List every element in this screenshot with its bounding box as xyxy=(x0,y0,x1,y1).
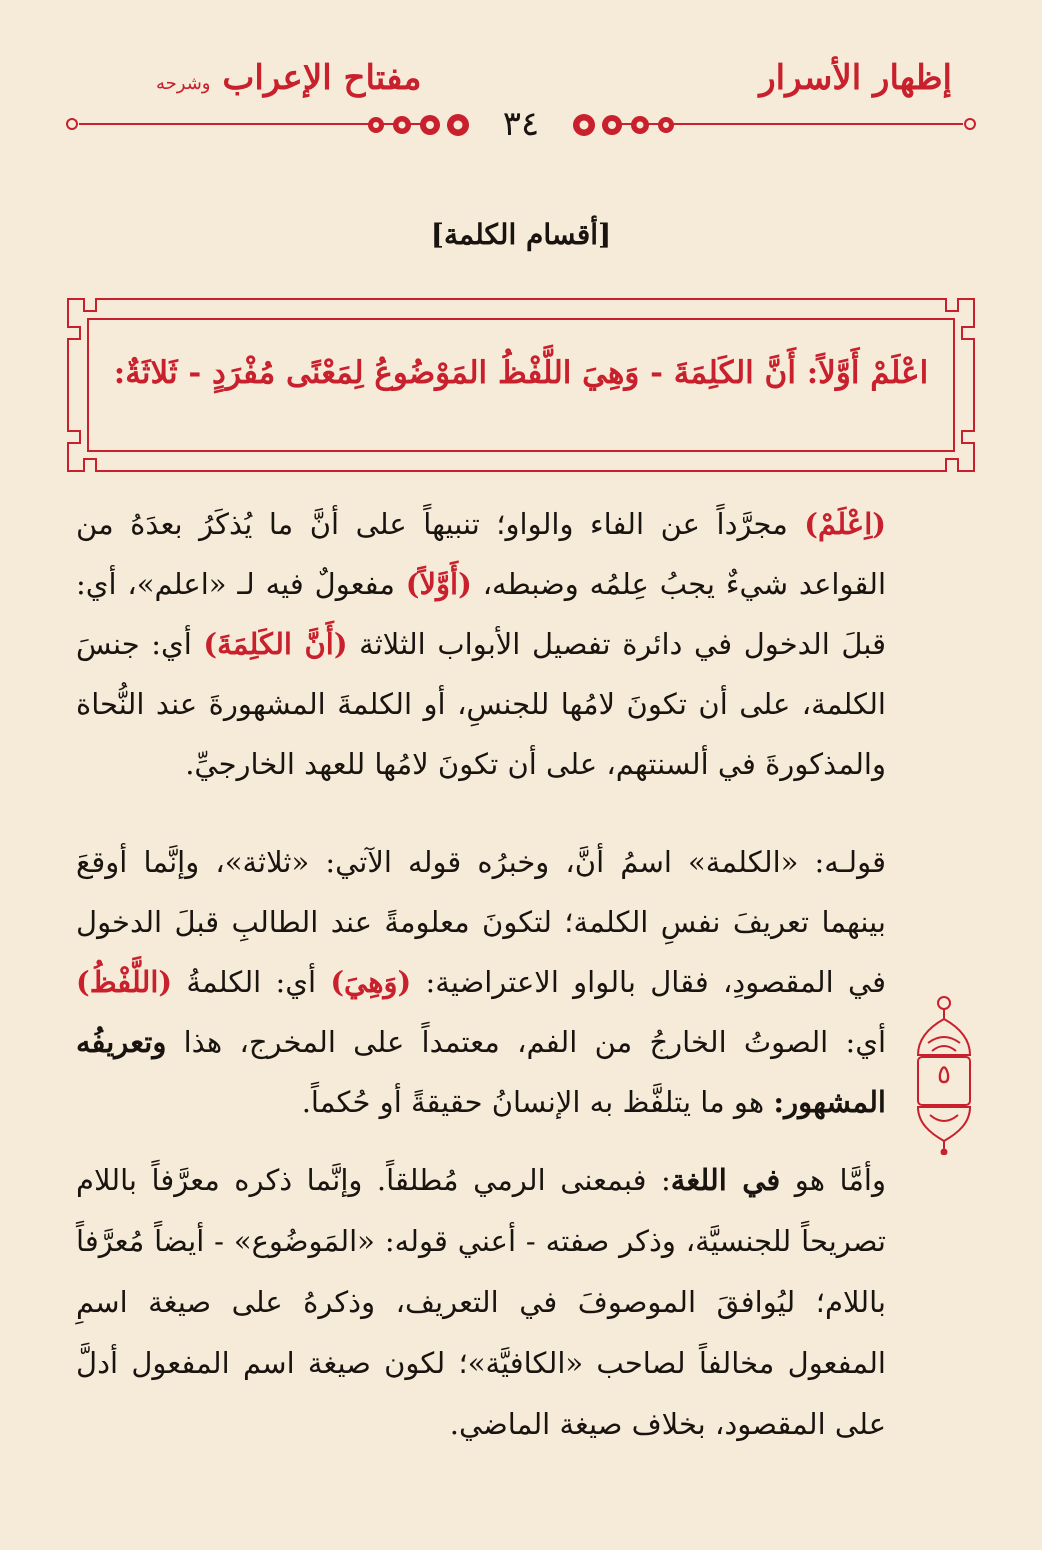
page-number: ٣٤ xyxy=(502,104,540,144)
quoted-phrase: (وَهِيَ) xyxy=(330,965,412,999)
paragraph-text: أي: جنسَ الكلمة، على أن تكونَ لامُها للجنسِ، أو الكلمةَ المشهورةَ عند النُّحاة والمذكورةَ في ألسنتهم، على أن تكونَ لامُها للعهد الخارجيِّ. xyxy=(76,627,886,781)
matn-text: اعْلَمْ أَوَّلاً: أَنَّ الكَلِمَةَ - وَهِيَ اللَّفْظُ المَوْضُوعُ لِمَعْنًى مُفْرَدٍ - ثَلاثَةٌ: xyxy=(113,355,929,391)
commentary-paragraph-3 xyxy=(76,1150,886,1455)
subtitle-prefix: وشرحه xyxy=(156,73,211,94)
paragraph-text: مجرَّداً عن الفاء والواو؛ تنبيهاً على أنَّ ما يُذكَرُ بعدَهُ من القواعد شيءٌ يجبُ عِلمُه وضبطه، xyxy=(76,507,886,601)
quoted-phrase: (أَنَّ الكَلِمَةَ) xyxy=(203,627,348,661)
paragraph-text: : فبمعنى الرمي مُطلقاً. وإنَّما ذكره معرَّفاً باللام تصريحاً للجنسيَّة، وذكر صفته - أعني قوله: «المَوضُوع» - أيضاً مُعرَّفاً باللام؛ ليُوافقَ الموصوفَ في التعريف، وذكرهُ على صيغة اسمِ المفعول مخالفاً لصاحب «الكافيَّة»؛ لكون صيغة اسم المفعول أدلَّ على المقصود، بخلاف صيغة الماضي. xyxy=(76,1163,886,1441)
rule-end-ornament-left-icon xyxy=(62,114,92,134)
bold-phrase: في اللغة xyxy=(670,1163,781,1197)
commentary-paragraph-1 xyxy=(76,494,886,794)
rule-end-ornament-right-icon xyxy=(950,114,980,134)
paragraph-text: أي: الصوتُ الخارجُ من الفم، معتمداً على المخرج، هذا xyxy=(166,1025,886,1059)
paragraph-text: وأمَّا هو xyxy=(780,1163,886,1197)
commentary-paragraph-2 xyxy=(76,832,886,1132)
subtitle-text: مفتاح الإعراب xyxy=(222,58,422,98)
section-heading: [أقسام الكلمة] xyxy=(430,218,612,251)
paragraph-text: قولـه: «الكلمة» اسمُ أنَّ، وخبرُه قوله الآتي: «ثلاثة»، وإنَّما أوقعَ بينهما تعريفَ نفسِ الكلمة؛ لتكونَ معلومةً عند الطالبِ قبلَ الدخول في المقصودِ، فقال بالواو الاعتراضية: xyxy=(76,845,886,999)
bold-phrase: وتعريفُه المشهور: xyxy=(76,1025,886,1119)
quoted-phrase: (اِعْلَمْ) xyxy=(804,507,886,541)
rosette-ornament-left-icon xyxy=(364,110,474,140)
paragraph-text: هو ما يتلفَّظ به الإنسانُ حقيقةً أو حُكماً. xyxy=(301,1085,774,1119)
quoted-phrase: (اللَّفْظُ) xyxy=(76,965,173,999)
quoted-phrase: (أَوَّلاً) xyxy=(405,567,472,601)
running-header-book-title: إظهار الأسرار xyxy=(759,58,952,98)
paragraph-text: مفعولٌ فيه لـ «اعلم»، أي: قبلَ الدخول في دائرة تفصيل الأبواب الثلاثة xyxy=(76,567,886,661)
margin-marker-number: ٥ xyxy=(937,1060,951,1090)
paragraph-text: أي: الكلمةُ xyxy=(172,965,331,999)
rosette-ornament-right-icon xyxy=(568,110,678,140)
running-header-subtitle xyxy=(150,58,421,98)
